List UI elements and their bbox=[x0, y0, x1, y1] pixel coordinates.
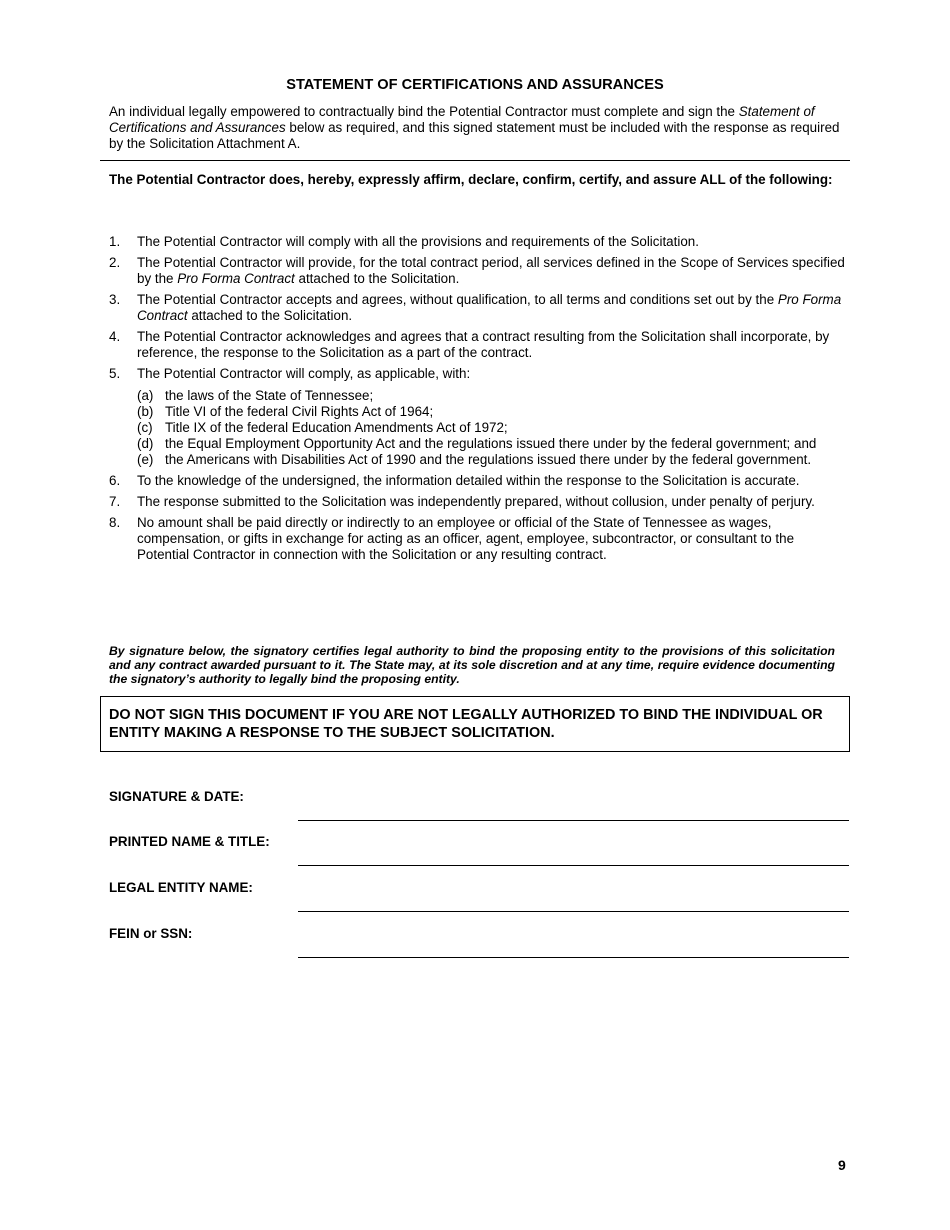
item-number: 2. bbox=[109, 255, 121, 270]
legal-entity-name-line[interactable] bbox=[298, 911, 849, 912]
sub-item-letter: (e) bbox=[137, 452, 154, 467]
signature-certification: By signature below, the signatory certifies legal authority to bind the proposing entity to the provisions of this solicitation and any contract awarded pursuant to it. The State may, at its sole discretion and at any time, require evidence documenting the signatory’s authority to legally bind the proposing entity. bbox=[109, 644, 835, 686]
section-divider bbox=[100, 160, 850, 161]
sub-item-text: the Equal Employment Opportunity Act and the regulations issued there under by the federal government; and bbox=[165, 436, 817, 451]
warning-text: DO NOT SIGN THIS DOCUMENT IF YOU ARE NOT LEGALLY AUTHORIZED TO BIND THE INDIVIDUAL OR ENTITY MAKING A RESPONSE TO THE SUBJECT SOLICITATION. bbox=[109, 707, 823, 741]
item-text: The Potential Contractor acknowledges and agrees that a contract resulting from the Solicitation shall incorporate, by reference, the response to the Solicitation as a part of the contract. bbox=[137, 329, 830, 360]
list-item bbox=[109, 329, 849, 361]
sub-item-letter: (d) bbox=[137, 436, 154, 451]
intro-emphasis: Statement of Certifications and Assurances bbox=[109, 104, 815, 135]
item-number: 6. bbox=[109, 473, 121, 488]
sub-list-item bbox=[137, 420, 849, 436]
affirmation-statement: The Potential Contractor does, hereby, expressly affirm, declare, confirm, certify, and assure ALL of the following: bbox=[109, 172, 833, 187]
item-number: 3. bbox=[109, 292, 121, 307]
field-label: SIGNATURE & DATE: bbox=[109, 789, 244, 804]
sub-item-text: Title VI of the federal Civil Rights Act of 1964; bbox=[165, 404, 434, 419]
item-emphasis: Pro Forma Contract bbox=[177, 271, 295, 286]
list-item bbox=[109, 494, 849, 510]
sub-list-item bbox=[137, 404, 849, 420]
item-text: No amount shall be paid directly or indirectly to an employee or official of the State of Tennessee as wages, compensation, or gifts in exchange for acting as an officer, agent, employee, subcontractor, or consultant to the Potential Contractor in connection with the Solicitation or any resulting contract. bbox=[137, 515, 795, 562]
fein-ssn-field bbox=[109, 926, 850, 966]
signature-date-field bbox=[109, 789, 850, 829]
field-label: LEGAL ENTITY NAME: bbox=[109, 880, 253, 895]
printed-name-title-line[interactable] bbox=[298, 865, 849, 866]
intro-text-end: below as required, and this signed statement must be included with the response as required by the Solicitation Attachment A. bbox=[109, 120, 840, 151]
warning-box bbox=[100, 696, 850, 752]
legal-entity-name-field bbox=[109, 880, 850, 920]
sub-list-item bbox=[137, 388, 849, 404]
item-text-end: attached to the Solicitation. bbox=[187, 308, 353, 323]
sub-list-item bbox=[137, 452, 849, 468]
item-text-start: The Potential Contractor accepts and agrees, without qualification, to all terms and conditions set out by the bbox=[137, 292, 778, 307]
item-emphasis: Pro Forma Contract bbox=[137, 292, 842, 323]
item-text: The Potential Contractor will comply, as applicable, with: bbox=[137, 366, 471, 381]
intro-text-start: An individual legally empowered to contractually bind the Potential Contractor must complete and sign the bbox=[109, 104, 739, 119]
sub-item-letter: (a) bbox=[137, 388, 154, 403]
item-number: 1. bbox=[109, 234, 121, 249]
list-item bbox=[109, 255, 849, 287]
field-label: PRINTED NAME & TITLE: bbox=[109, 834, 270, 849]
item-number: 7. bbox=[109, 494, 121, 509]
item-text-end: attached to the Solicitation. bbox=[294, 271, 460, 286]
sub-list-item bbox=[137, 436, 849, 452]
certification-list bbox=[109, 234, 849, 568]
item-text: The response submitted to the Solicitation was independently prepared, without collusion, under penalty of perjury. bbox=[137, 494, 815, 509]
printed-name-title-field bbox=[109, 834, 850, 874]
item-number: 4. bbox=[109, 329, 121, 344]
page-number: 9 bbox=[838, 1157, 846, 1173]
signature-date-line[interactable] bbox=[298, 820, 849, 821]
item-text-start: The Potential Contractor will provide, for the total contract period, all services defined in the Scope of Services specified by the bbox=[137, 255, 845, 286]
list-item bbox=[109, 515, 849, 563]
field-label: FEIN or SSN: bbox=[109, 926, 193, 941]
list-item bbox=[109, 292, 849, 324]
sub-item-text: the laws of the State of Tennessee; bbox=[165, 388, 374, 403]
document-title: STATEMENT OF CERTIFICATIONS AND ASSURANCES bbox=[286, 77, 664, 93]
sub-item-text: Title IX of the federal Education Amendments Act of 1972; bbox=[165, 420, 508, 435]
list-item bbox=[109, 366, 849, 468]
item-text-container bbox=[137, 366, 849, 468]
item-text: To the knowledge of the undersigned, the information detailed within the response to the Solicitation is accurate. bbox=[137, 473, 800, 488]
list-item bbox=[109, 234, 849, 250]
fein-ssn-line[interactable] bbox=[298, 957, 849, 958]
sub-list bbox=[137, 388, 849, 468]
sub-item-text: the Americans with Disabilities Act of 1990 and the regulations issued there under by the federal government. bbox=[165, 452, 812, 467]
item-text bbox=[137, 292, 849, 324]
list-item bbox=[109, 473, 849, 489]
item-text bbox=[137, 255, 849, 287]
item-number: 5. bbox=[109, 366, 121, 381]
sub-item-letter: (c) bbox=[137, 420, 153, 435]
sub-item-letter: (b) bbox=[137, 404, 154, 419]
item-text: The Potential Contractor will comply with all the provisions and requirements of the Solicitation. bbox=[137, 234, 699, 249]
item-number: 8. bbox=[109, 515, 121, 530]
intro-paragraph bbox=[109, 104, 844, 152]
